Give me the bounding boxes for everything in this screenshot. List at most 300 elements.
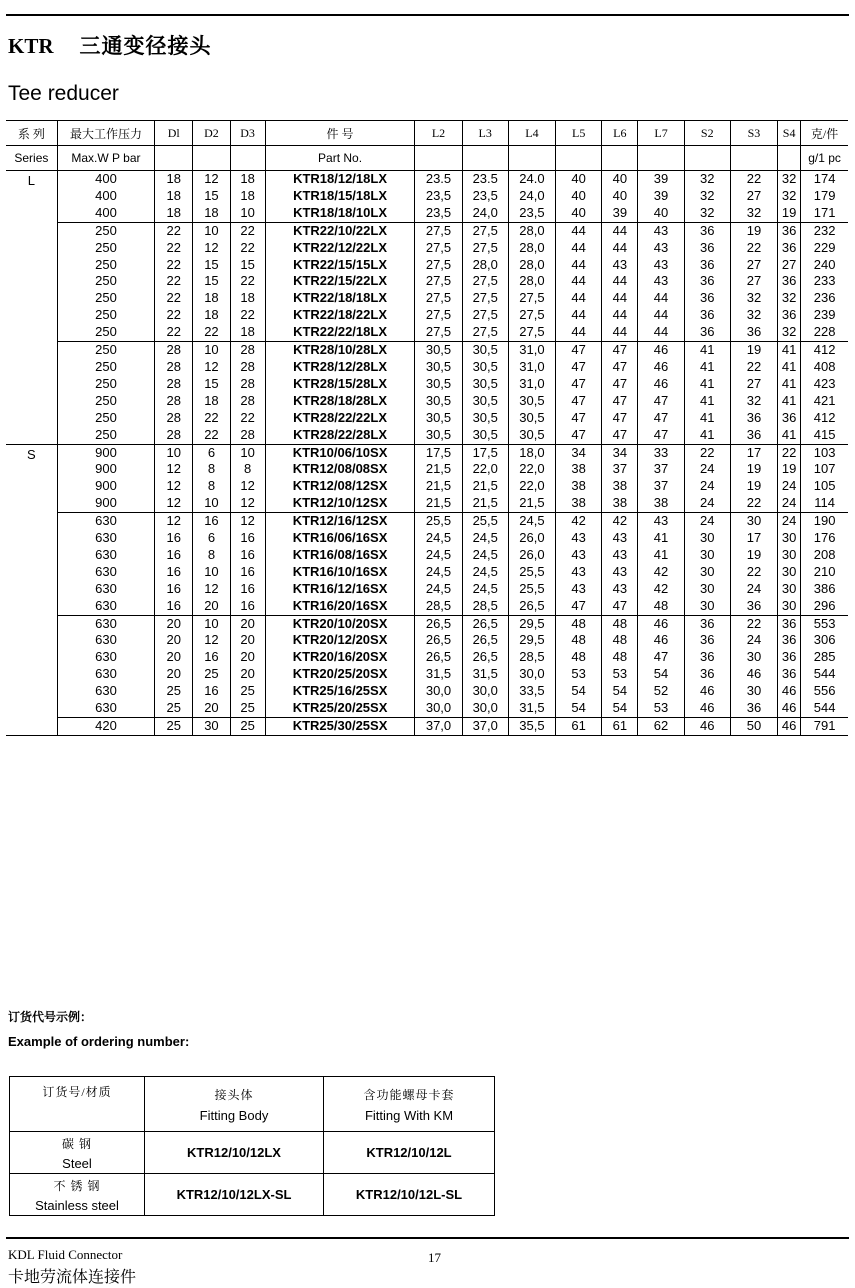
table-cell: 28,0 (508, 257, 555, 274)
table-cell: 47 (556, 410, 602, 427)
table-cell: 386 (801, 581, 848, 598)
table-row (6, 547, 848, 564)
table-cell: 25,5 (462, 513, 508, 530)
table-row (6, 257, 848, 274)
table-cell: 28,0 (508, 273, 555, 290)
table-cell: 44 (638, 324, 684, 341)
table-cell: 39 (602, 205, 638, 222)
series-cell: S (6, 444, 57, 735)
table-cell: 12 (155, 495, 193, 512)
table-cell: 47 (602, 427, 638, 444)
table-cell: 22 (193, 410, 230, 427)
table-cell: 10 (193, 495, 230, 512)
header-cell (684, 146, 730, 171)
part-number-cell: KTR25/30/25SX (265, 718, 415, 736)
table-cell: 44 (556, 240, 602, 257)
table-cell: 41 (638, 547, 684, 564)
table-cell: 47 (602, 376, 638, 393)
table-cell: 40 (556, 188, 602, 205)
table-cell: 36 (684, 307, 730, 324)
table-cell: 24 (684, 513, 730, 530)
table-cell: 24,5 (415, 581, 462, 598)
table-cell: 12 (230, 513, 265, 530)
table-cell: 36 (684, 666, 730, 683)
table-cell: 54 (638, 666, 684, 683)
footer-company-zh: 卡地劳流体连接件 (8, 1269, 137, 1286)
table-cell: 10 (193, 342, 230, 359)
table-cell: 12 (155, 513, 193, 530)
table-cell: 25,5 (415, 513, 462, 530)
table-cell: 40 (556, 171, 602, 188)
part-number-cell: KTR28/12/28LX (265, 359, 415, 376)
header-cell: 最大工作压力 (57, 121, 154, 146)
table-row (6, 324, 848, 341)
table-cell: 43 (602, 581, 638, 598)
table-cell: 36 (778, 307, 801, 324)
table-cell: 36 (730, 427, 777, 444)
table-cell: 12 (193, 240, 230, 257)
table-row (6, 478, 848, 495)
table-cell: 103 (801, 444, 848, 461)
table-cell: 62 (638, 718, 684, 736)
table-cell: 33,5 (508, 683, 555, 700)
spec-table (6, 120, 848, 736)
header-cell: Part No. (265, 146, 415, 171)
table-cell: 21,5 (462, 478, 508, 495)
table-cell: 41 (778, 427, 801, 444)
part-number-cell: KTR22/22/18LX (265, 324, 415, 341)
table-cell: 36 (684, 273, 730, 290)
part-number-cell: KTR20/16/20SX (265, 649, 415, 666)
table-cell: 41 (684, 376, 730, 393)
part-number-cell: KTR28/18/28LX (265, 393, 415, 410)
table-cell: 25,5 (508, 581, 555, 598)
table-cell: 107 (801, 461, 848, 478)
ordering-row-stainless (10, 1174, 495, 1216)
table-cell: 21,5 (415, 478, 462, 495)
table-row (6, 222, 848, 239)
header-cell (778, 146, 801, 171)
header-cell: Dl (155, 121, 193, 146)
table-cell: 20 (230, 632, 265, 649)
table-row (6, 359, 848, 376)
header-cell: Series (6, 146, 57, 171)
table-cell: 41 (684, 427, 730, 444)
table-cell: 40 (602, 188, 638, 205)
table-row (6, 530, 848, 547)
table-cell: 30 (778, 564, 801, 581)
table-cell: 15 (193, 273, 230, 290)
table-cell: 6 (193, 444, 230, 461)
header-cell (638, 146, 684, 171)
table-cell: 250 (57, 376, 154, 393)
header-cell: S2 (684, 121, 730, 146)
table-cell: 24.0 (508, 171, 555, 188)
table-cell: 250 (57, 324, 154, 341)
km-code-cell: KTR12/10/12L-SL (324, 1174, 495, 1216)
table-cell: 18 (193, 307, 230, 324)
table-cell: 16 (230, 530, 265, 547)
table-cell: 31,0 (508, 342, 555, 359)
table-cell: 44 (638, 307, 684, 324)
table-row (6, 205, 848, 222)
table-cell: 544 (801, 700, 848, 717)
table-cell: 42 (556, 513, 602, 530)
part-number-cell: KTR20/25/20SX (265, 666, 415, 683)
table-cell: 236 (801, 290, 848, 307)
table-cell: 30,5 (415, 342, 462, 359)
part-number-cell: KTR28/15/28LX (265, 376, 415, 393)
table-cell: 250 (57, 257, 154, 274)
table-cell: 36 (778, 666, 801, 683)
table-cell: 22 (730, 564, 777, 581)
ordering-row-steel (10, 1132, 495, 1174)
table-cell: 36 (684, 240, 730, 257)
part-number-cell: KTR18/18/10LX (265, 205, 415, 222)
table-cell: 53 (602, 666, 638, 683)
table-cell: 32 (684, 171, 730, 188)
table-cell: 32 (730, 205, 777, 222)
header-cell (508, 146, 555, 171)
table-cell: 20 (230, 649, 265, 666)
bottom-rule (6, 1237, 849, 1239)
table-cell: 53 (556, 666, 602, 683)
table-cell: 47 (638, 649, 684, 666)
table-cell: 24 (778, 478, 801, 495)
table-cell: 44 (602, 324, 638, 341)
table-cell: 18 (193, 205, 230, 222)
table-cell: 24 (684, 495, 730, 512)
table-cell: 28 (230, 376, 265, 393)
table-cell: 176 (801, 530, 848, 547)
table-cell: 630 (57, 700, 154, 717)
material-cell: 碳 钢 Steel (10, 1132, 145, 1174)
table-cell: 36 (684, 290, 730, 307)
table-cell: 421 (801, 393, 848, 410)
table-cell: 27,5 (462, 273, 508, 290)
table-row (6, 598, 848, 615)
table-cell: 18 (230, 324, 265, 341)
table-cell: 43 (556, 581, 602, 598)
table-cell: 400 (57, 171, 154, 188)
part-number-cell: KTR28/22/22LX (265, 410, 415, 427)
table-cell: 31,5 (508, 700, 555, 717)
table-cell: 28 (155, 376, 193, 393)
table-cell: 30,5 (462, 376, 508, 393)
table-cell: 21,5 (508, 495, 555, 512)
table-cell: 26,5 (415, 632, 462, 649)
table-cell: 25 (155, 718, 193, 736)
table-cell: 36 (684, 649, 730, 666)
table-cell: 41 (684, 342, 730, 359)
table-cell: 43 (556, 530, 602, 547)
table-cell: 22 (155, 273, 193, 290)
table-cell: 44 (556, 290, 602, 307)
table-cell: 25 (230, 718, 265, 736)
table-row (6, 581, 848, 598)
table-cell: 23.5 (462, 171, 508, 188)
table-cell: 22 (230, 222, 265, 239)
table-cell: 41 (684, 393, 730, 410)
table-cell: 12 (193, 359, 230, 376)
table-cell: 25 (155, 683, 193, 700)
table-cell: 240 (801, 257, 848, 274)
table-cell: 28,0 (508, 222, 555, 239)
table-cell: 22,0 (508, 478, 555, 495)
table-cell: 16 (155, 598, 193, 615)
table-cell: 228 (801, 324, 848, 341)
table-cell: 16 (155, 530, 193, 547)
table-cell: 38 (556, 478, 602, 495)
table-cell: 20 (193, 598, 230, 615)
table-cell: 22 (230, 307, 265, 324)
table-cell: 46 (730, 666, 777, 683)
table-cell: 43 (602, 530, 638, 547)
table-cell: 47 (638, 410, 684, 427)
table-cell: 30,5 (462, 393, 508, 410)
table-cell: 27,5 (415, 307, 462, 324)
table-cell: 24,5 (462, 547, 508, 564)
table-cell: 36 (778, 632, 801, 649)
header-row-en (6, 146, 848, 171)
table-cell: 28 (155, 393, 193, 410)
header-cell: D3 (230, 121, 265, 146)
part-number-cell: KTR22/15/15LX (265, 257, 415, 274)
table-cell: 44 (556, 273, 602, 290)
table-cell: 40 (556, 205, 602, 222)
table-row (6, 444, 848, 461)
table-cell: 105 (801, 478, 848, 495)
table-cell: 50 (730, 718, 777, 736)
table-cell: 36 (778, 410, 801, 427)
table-cell: 19 (730, 342, 777, 359)
table-cell: 415 (801, 427, 848, 444)
table-row (6, 513, 848, 530)
table-cell: 25 (155, 700, 193, 717)
table-cell: 31,5 (415, 666, 462, 683)
table-cell: 43 (556, 547, 602, 564)
table-cell: 24 (778, 513, 801, 530)
table-cell: 22 (155, 257, 193, 274)
table-cell: 27,5 (462, 324, 508, 341)
table-cell: 32 (684, 205, 730, 222)
ordering-col-body: 接头体 Fitting Body (145, 1077, 324, 1132)
table-cell: 30 (684, 598, 730, 615)
table-cell: 24 (778, 495, 801, 512)
table-cell: 54 (556, 683, 602, 700)
header-cell: 克/件 (801, 121, 848, 146)
table-row (6, 718, 848, 736)
part-number-cell: KTR18/15/18LX (265, 188, 415, 205)
table-cell: 27,5 (415, 273, 462, 290)
table-cell: 412 (801, 342, 848, 359)
table-cell: 15 (193, 257, 230, 274)
table-cell: 25,5 (508, 564, 555, 581)
table-cell: 400 (57, 205, 154, 222)
table-cell: 8 (193, 547, 230, 564)
table-cell: 22 (230, 240, 265, 257)
table-cell: 12 (155, 461, 193, 478)
table-cell: 630 (57, 666, 154, 683)
table-cell: 39 (638, 171, 684, 188)
title-zh: 三通变径接头 (79, 34, 212, 58)
table-cell: 10 (230, 205, 265, 222)
part-number-cell: KTR22/18/22LX (265, 307, 415, 324)
table-cell: 36 (730, 598, 777, 615)
table-cell: 47 (602, 393, 638, 410)
table-cell: 28,0 (508, 240, 555, 257)
body-code-cell: KTR12/10/12LX-SL (145, 1174, 324, 1216)
table-cell: 29,5 (508, 632, 555, 649)
table-cell: 28 (230, 342, 265, 359)
table-row (6, 649, 848, 666)
table-cell: 34 (556, 444, 602, 461)
table-cell: 46 (638, 376, 684, 393)
table-cell: 16 (155, 564, 193, 581)
table-cell: 41 (684, 410, 730, 427)
table-cell: 210 (801, 564, 848, 581)
table-cell: 30 (730, 513, 777, 530)
table-cell: 19 (730, 222, 777, 239)
table-row (6, 683, 848, 700)
table-cell: 30 (778, 530, 801, 547)
part-number-cell: KTR12/16/12SX (265, 513, 415, 530)
part-number-cell: KTR16/20/16SX (265, 598, 415, 615)
table-cell: 26,5 (462, 649, 508, 666)
table-cell: 46 (684, 683, 730, 700)
table-cell: 61 (602, 718, 638, 736)
table-cell: 27,5 (415, 324, 462, 341)
table-cell: 30 (684, 564, 730, 581)
header-cell: L3 (462, 121, 508, 146)
table-cell: 28 (155, 342, 193, 359)
ordering-col-km: 含功能螺母卡套 Fitting With KM (324, 1077, 495, 1132)
table-cell: 179 (801, 188, 848, 205)
table-cell: 43 (602, 564, 638, 581)
table-cell: 30,5 (415, 427, 462, 444)
table-cell: 30,0 (462, 700, 508, 717)
table-cell: 23.5 (415, 171, 462, 188)
table-cell: 900 (57, 478, 154, 495)
table-row (6, 376, 848, 393)
table-cell: 27 (730, 257, 777, 274)
table-cell: 19 (730, 461, 777, 478)
table-cell: 32 (778, 290, 801, 307)
table-cell: 10 (193, 222, 230, 239)
table-cell: 54 (602, 683, 638, 700)
table-cell: 17 (730, 444, 777, 461)
table-cell: 28,5 (462, 598, 508, 615)
table-cell: 17,5 (462, 444, 508, 461)
page-number: 17 (428, 1250, 441, 1265)
table-cell: 44 (602, 222, 638, 239)
table-cell: 21,5 (415, 461, 462, 478)
table-cell: 36 (684, 324, 730, 341)
table-cell: 16 (155, 581, 193, 598)
table-cell: 12 (193, 581, 230, 598)
table-cell: 36 (778, 273, 801, 290)
table-cell: 46 (684, 718, 730, 736)
table-cell: 250 (57, 359, 154, 376)
table-cell: 250 (57, 240, 154, 257)
table-cell: 36 (730, 324, 777, 341)
table-cell: 38 (602, 478, 638, 495)
table-cell: 16 (230, 547, 265, 564)
table-cell: 38 (602, 495, 638, 512)
table-row (6, 188, 848, 205)
table-cell: 233 (801, 273, 848, 290)
table-cell: 27,5 (508, 307, 555, 324)
table-cell: 32 (778, 324, 801, 341)
table-cell: 37,0 (462, 718, 508, 736)
part-number-cell: KTR22/18/18LX (265, 290, 415, 307)
table-cell: 630 (57, 615, 154, 632)
table-row (6, 700, 848, 717)
header-cell: D2 (193, 121, 230, 146)
part-number-cell: KTR22/15/22LX (265, 273, 415, 290)
table-cell: 30,5 (508, 427, 555, 444)
table-cell: 8 (193, 461, 230, 478)
table-cell: 61 (556, 718, 602, 736)
table-cell: 38 (556, 495, 602, 512)
table-cell: 630 (57, 530, 154, 547)
table-cell: 19 (730, 478, 777, 495)
table-cell: 22 (230, 410, 265, 427)
header-cell (556, 146, 602, 171)
table-cell: 47 (602, 410, 638, 427)
table-cell: 43 (638, 513, 684, 530)
table-cell: 36 (778, 222, 801, 239)
table-cell: 36 (778, 615, 801, 632)
table-cell: 35,5 (508, 718, 555, 736)
table-cell: 27,5 (462, 307, 508, 324)
table-cell: 38 (556, 461, 602, 478)
table-cell: 190 (801, 513, 848, 530)
table-cell: 26,5 (462, 615, 508, 632)
part-number-cell: KTR16/06/16SX (265, 530, 415, 547)
table-cell: 25 (230, 700, 265, 717)
header-cell (415, 146, 462, 171)
table-cell: 24,5 (462, 564, 508, 581)
header-cell: g/1 pc (801, 146, 848, 171)
page-subtitle: Tee reducer (8, 82, 119, 105)
table-cell: 52 (638, 683, 684, 700)
table-cell: 630 (57, 581, 154, 598)
table-cell: 24 (730, 581, 777, 598)
table-cell: 18 (155, 171, 193, 188)
table-cell: 30,5 (462, 359, 508, 376)
table-cell: 44 (602, 290, 638, 307)
table-cell: 47 (556, 393, 602, 410)
table-cell: 46 (778, 718, 801, 736)
table-cell: 17 (730, 530, 777, 547)
table-cell: 250 (57, 307, 154, 324)
table-cell: 12 (230, 478, 265, 495)
table-cell: 22 (155, 222, 193, 239)
table-cell: 43 (602, 257, 638, 274)
table-cell: 43 (638, 240, 684, 257)
table-cell: 20 (155, 632, 193, 649)
table-cell: 16 (193, 649, 230, 666)
table-cell: 30,5 (415, 359, 462, 376)
table-cell: 30 (684, 547, 730, 564)
table-cell: 46 (638, 632, 684, 649)
table-cell: 38 (638, 495, 684, 512)
table-cell: 553 (801, 615, 848, 632)
table-cell: 22 (155, 240, 193, 257)
table-cell: 40 (638, 205, 684, 222)
table-row (6, 427, 848, 444)
